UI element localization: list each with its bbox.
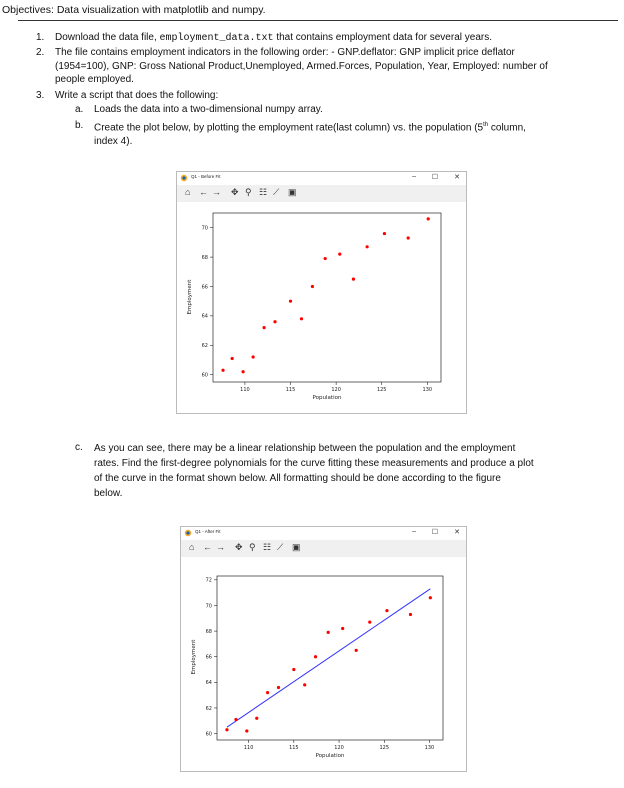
x-tick-label: 125: [376, 387, 387, 393]
chart-after-fit: [181, 557, 466, 771]
forward-arrow-icon[interactable]: →: [216, 542, 225, 552]
data-point: [289, 300, 292, 303]
configure-subplots-icon[interactable]: ☷: [263, 542, 272, 552]
y-tick-label: 60: [201, 372, 208, 379]
item-2-line-1: The file contains employment indicators in the following order: - GNP.deflator: GNP implicit price deflator: [55, 47, 515, 58]
x-axis-label: Population: [312, 395, 342, 401]
list-item-3: Write a script that does the following:: [55, 90, 219, 101]
data-point: [245, 729, 248, 732]
figure-canvas: [177, 202, 466, 413]
close-button[interactable]: ✕: [454, 174, 460, 181]
matplotlib-window-before-fit: [176, 171, 467, 414]
data-point: [368, 621, 371, 624]
minimize-button[interactable]: –: [412, 528, 416, 535]
x-tick-label: 130: [424, 745, 435, 751]
minimize-button[interactable]: –: [412, 173, 416, 180]
sub-item-b-text-end: column,: [488, 122, 526, 134]
superscript-th: th: [483, 122, 489, 128]
item-1-text-pre: Download the data file,: [55, 32, 160, 43]
x-tick-label: 130: [422, 387, 433, 393]
data-point: [292, 668, 295, 671]
data-point: [338, 253, 341, 256]
chart-before-fit: [177, 202, 466, 413]
item-2-line-2: (1954=100), GNP: Gross National Product,Unemployed, Armed.Forces, Population, Year, Employed: number of: [55, 60, 548, 72]
sub-item-c-line-2: rates. Find the first-degree polynomials for the curve fitting these measurements and produce a plot: [94, 458, 534, 469]
sub-item-b: [94, 119, 614, 148]
data-point: [383, 232, 386, 235]
sub-letter-a: a.: [75, 104, 84, 115]
window-titlebar: [177, 172, 466, 185]
sub-item-b-line-2: index 4).: [94, 135, 133, 147]
data-point: [429, 596, 432, 599]
plot-area: [217, 576, 443, 740]
x-tick-label: 120: [331, 387, 341, 393]
data-point: [407, 236, 410, 239]
file-name: employment_data.txt: [159, 33, 274, 44]
data-point: [231, 357, 234, 360]
data-point: [314, 655, 317, 658]
x-tick-label: 110: [243, 745, 254, 751]
data-point: [385, 609, 388, 612]
edit-axis-icon[interactable]: ⟋: [277, 542, 284, 552]
zoom-icon[interactable]: ⚲: [245, 187, 252, 197]
y-tick-label: 72: [205, 577, 212, 584]
list-item-2: [55, 46, 620, 87]
data-point: [327, 631, 330, 634]
matplotlib-logo-icon: [184, 529, 192, 537]
y-tick-label: 66: [205, 654, 212, 661]
list-number-1: 1.: [36, 32, 45, 43]
x-tick-label: 120: [334, 745, 344, 751]
data-point: [221, 369, 224, 372]
figure-canvas: [181, 557, 466, 771]
y-tick-label: 64: [205, 680, 212, 687]
data-point: [366, 245, 369, 248]
data-point: [277, 686, 280, 689]
save-icon[interactable]: ▣: [292, 542, 301, 552]
data-point: [273, 320, 276, 323]
window-title: Q1 - Before Fit: [191, 174, 221, 179]
data-point: [252, 355, 255, 358]
window-title: Q1 - After Fit: [195, 529, 221, 534]
pan-icon[interactable]: ✥: [235, 542, 243, 552]
y-axis-label: Employment: [191, 639, 197, 675]
x-tick-label: 110: [240, 387, 250, 393]
maximize-button[interactable]: ☐: [431, 174, 438, 181]
sub-item-c: [94, 441, 614, 501]
data-point: [341, 627, 344, 630]
sub-item-c-line-1: As you can see, there may be a linear relationship between the population and the employment: [94, 443, 516, 454]
data-point: [300, 317, 303, 320]
window-titlebar: [181, 527, 466, 540]
y-tick-label: 68: [201, 254, 208, 261]
y-tick-label: 60: [205, 731, 212, 738]
list-number-2: 2.: [36, 47, 45, 58]
x-tick-label: 115: [285, 387, 296, 393]
data-point: [225, 728, 228, 731]
data-point: [355, 649, 358, 652]
sub-item-c-line-3: of the curve in the format shown below. All formatting should be done according to the figure: [94, 473, 501, 484]
home-icon[interactable]: ⌂: [189, 542, 195, 552]
sub-letter-b: b.: [75, 120, 84, 131]
sub-item-a: Loads the data into a two-dimensional numpy array.: [94, 104, 323, 115]
forward-arrow-icon[interactable]: →: [212, 187, 221, 197]
list-number-3: 3.: [36, 90, 45, 101]
y-tick-label: 70: [201, 225, 208, 232]
matplotlib-window-after-fit: [180, 526, 467, 772]
data-point: [262, 326, 265, 329]
data-point: [324, 257, 327, 260]
data-point: [352, 278, 355, 281]
y-tick-label: 64: [201, 313, 208, 320]
matplotlib-logo-icon: [180, 174, 188, 182]
list-item-1: [55, 31, 492, 46]
maximize-button[interactable]: ☐: [431, 529, 438, 536]
x-axis-label: Population: [315, 753, 345, 759]
item-2-line-3: people employed.: [55, 74, 134, 85]
objectives-heading: Objectives: Data visualization with matplotlib and numpy.: [2, 4, 266, 16]
data-point: [303, 683, 306, 686]
back-arrow-icon[interactable]: ←: [203, 542, 212, 552]
sub-letter-c: c.: [75, 442, 83, 453]
save-icon[interactable]: ▣: [288, 187, 297, 197]
configure-subplots-icon[interactable]: ☷: [259, 187, 268, 197]
data-point: [311, 285, 314, 288]
data-point: [234, 718, 237, 721]
data-point: [427, 217, 430, 220]
y-tick-label: 70: [205, 603, 212, 610]
y-tick-label: 66: [201, 284, 208, 291]
close-button[interactable]: ✕: [454, 529, 460, 536]
zoom-icon[interactable]: ⚲: [249, 542, 256, 552]
data-point: [266, 691, 269, 694]
edit-axis-icon[interactable]: ⟋: [273, 187, 280, 197]
x-tick-label: 115: [289, 745, 299, 751]
x-tick-label: 125: [379, 745, 390, 751]
divider-line: [18, 20, 618, 21]
pan-icon[interactable]: ✥: [231, 187, 239, 197]
y-tick-label: 68: [205, 628, 212, 635]
y-tick-label: 62: [205, 705, 212, 712]
back-arrow-icon[interactable]: ←: [199, 187, 208, 197]
data-point: [241, 370, 244, 373]
data-point: [409, 613, 412, 616]
sub-item-b-text: Create the plot below, by plotting the employment rate(last column) vs. the population (5: [94, 122, 484, 134]
y-tick-label: 62: [201, 343, 208, 350]
item-1-text-post: that contains employment data for several years.: [273, 32, 492, 43]
home-icon[interactable]: ⌂: [185, 187, 191, 197]
sub-item-c-line-4: below.: [94, 488, 123, 499]
data-point: [255, 717, 258, 720]
y-axis-label: Employment: [187, 279, 193, 315]
